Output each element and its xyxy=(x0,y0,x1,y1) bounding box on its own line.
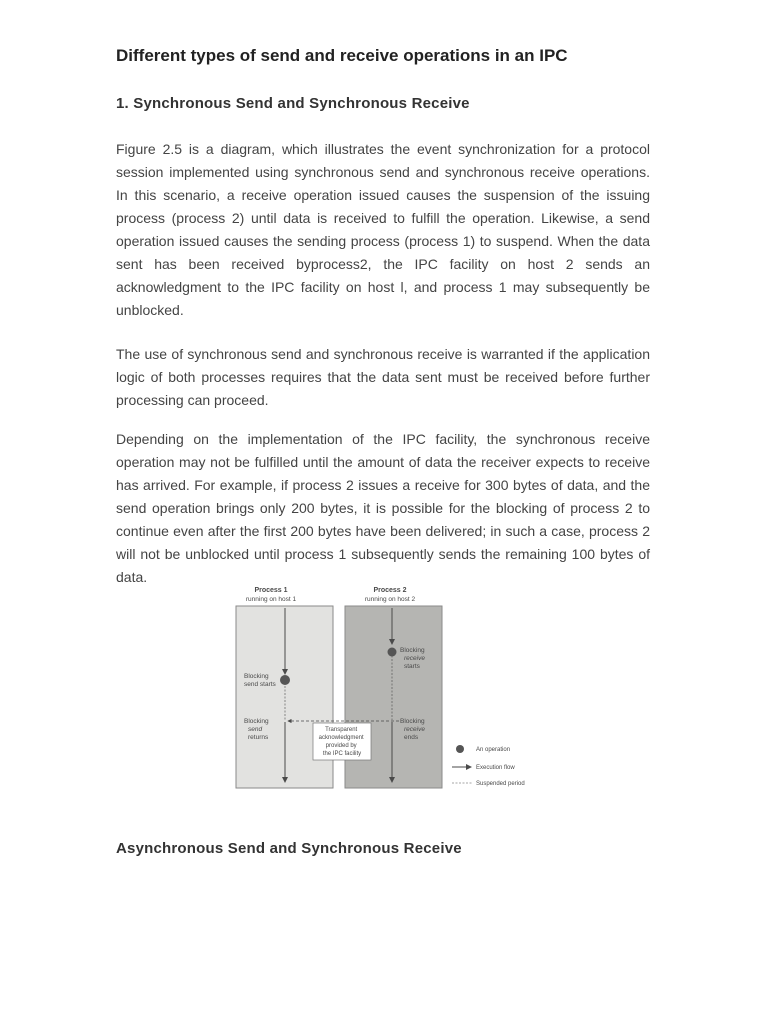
process1-title: Process 1 xyxy=(254,587,288,594)
process2-host: running on host 2 xyxy=(364,596,416,603)
process1-host: running on host 1 xyxy=(245,596,297,603)
legend-execution-flow-label: Execution flow xyxy=(476,765,515,771)
blocking-send-starts-label: Blocking send starts xyxy=(244,673,276,688)
legend-operation-label: An operation xyxy=(476,747,511,753)
blocking-receive-ends-label: Blocking receive ends xyxy=(400,718,425,741)
section-heading-async: Asynchronous Send and Synchronous Receive xyxy=(116,840,462,857)
legend-suspended-label: Suspended period xyxy=(476,781,525,787)
blocking-receive-starts-label: Blocking receive starts xyxy=(400,647,425,670)
process2-panel xyxy=(345,606,442,788)
process2-title: Process 2 xyxy=(373,587,407,594)
paragraph-3: Depending on the implementation of the IPC facility, the synchronous receive operation may not be fulfilled until the amount of data the receiver expects to receive has arrived. For example, if process 2 issues a receive for 300 bytes of data, and the send operation brings only 200 bytes, it is possible for the blocking of process 2 to continue even after the first 200 bytes have been delivered; in such a case, process 2 will not be unblocked until process 1 subsequently sends the remaining 100 bytes of data. xyxy=(116,431,650,585)
paragraph-2: The use of synchronous send and synchronous receive is warranted if the application logic of both processes requires that the data sent must be received before further processing can proceed. xyxy=(116,346,650,408)
acknowledgment-box-text: Transparent acknowledgment provided by the IPC facility xyxy=(318,727,364,757)
blocking-send-returns-label: Blocking send returns xyxy=(244,718,269,741)
figure-diagram xyxy=(234,582,544,792)
receive-operation-dot xyxy=(388,648,397,657)
document-title: Different types of send and receive operations in an IPC xyxy=(116,46,568,65)
figure-event-synchronization xyxy=(234,582,544,792)
paragraph-1: Figure 2.5 is a diagram, which illustrates the event synchronization for a protocol session implemented using synchronous send and synchronous receive operations. In this scenario, a receive operation issued causes the suspension of the issuing process (process 2) until data is received to fulfill the operation. Likewise, a send operation issued causes the sending process (process 1) to suspend. When the data sent has been received byprocess2, the IPC facility on host 2 sends an acknowledgment to the IPC facility on host l, and process 1 may subsequently be unblocked. xyxy=(116,141,650,318)
legend-operation-dot xyxy=(456,745,464,753)
send-operation-dot xyxy=(280,675,290,685)
section-heading-sync: 1. Synchronous Send and Synchronous Receive xyxy=(116,95,470,112)
